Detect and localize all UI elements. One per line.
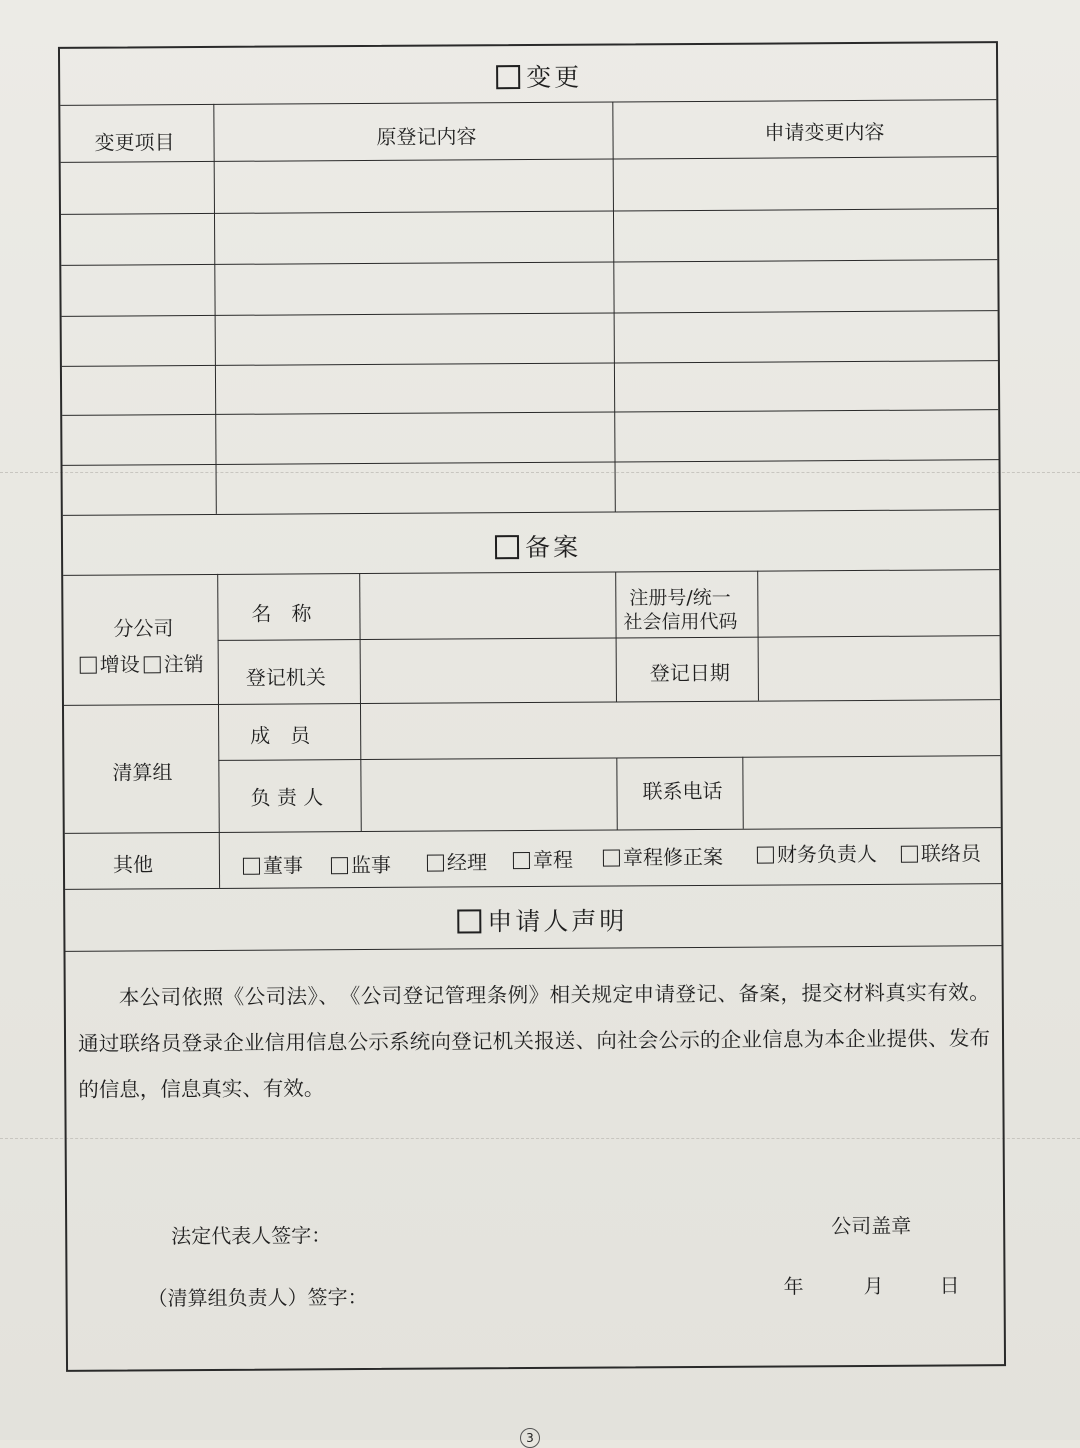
phone-label: 联系电话: [642, 778, 723, 804]
supervisor-checkbox[interactable]: [331, 857, 348, 874]
leader-label: 负 责 人: [250, 785, 324, 810]
divider: [64, 699, 1000, 706]
authority-label: 登记机关: [245, 665, 326, 690]
col-divider: [213, 104, 217, 514]
divider: [60, 99, 996, 106]
director-checkbox[interactable]: [243, 858, 260, 875]
reg-date-label: 登记日期: [649, 660, 730, 686]
date-day: 日: [939, 1273, 960, 1298]
divider: [63, 569, 999, 576]
divider: [65, 883, 1001, 890]
header-change-item: 变更项目: [94, 130, 175, 155]
other-label: 其他: [112, 852, 154, 877]
date-month: 月: [863, 1273, 884, 1298]
header-requested-content: 申请变更内容: [764, 119, 885, 145]
divider: [218, 755, 1000, 761]
reg-no-label-line2: 社会信用代码: [623, 610, 738, 634]
col-divider: [217, 574, 220, 888]
other-option-articles: 章程: [513, 844, 573, 873]
other-option-liaison: 联络员: [901, 837, 981, 866]
filing-checkbox[interactable]: [495, 535, 519, 559]
other-option-articles-amendment: 章程修正案: [603, 841, 723, 871]
branch-label: 分公司: [113, 616, 174, 641]
members-label: 成 员: [250, 723, 311, 748]
col-divider: [612, 101, 616, 511]
reg-no-label-line1: 注册号/统一: [629, 586, 731, 610]
table-row: [62, 360, 998, 367]
divider: [61, 156, 997, 163]
divider: [65, 945, 1001, 952]
table-row: [61, 259, 997, 266]
other-option-finance-head: 财务负责人: [757, 838, 877, 868]
table-row: [62, 310, 998, 317]
other-option-director: 董事: [243, 849, 303, 878]
finance-head-checkbox[interactable]: [757, 847, 774, 864]
change-checkbox[interactable]: [496, 65, 520, 89]
change-section-title: 变更: [496, 58, 582, 95]
branch-options: 增设 注销: [80, 648, 204, 678]
company-seal-label: 公司盖章: [831, 1213, 912, 1239]
header-original-content: 原登记内容: [376, 124, 477, 149]
divider: [63, 509, 999, 516]
col-divider: [742, 757, 743, 829]
branch-add-checkbox[interactable]: [80, 657, 97, 674]
page-number: 3: [520, 1428, 540, 1448]
legal-rep-sign-label: 法定代表人签字：: [171, 1223, 332, 1249]
liquidation-sign-label: （清算组负责人）签字：: [147, 1285, 368, 1311]
branch-cancel-checkbox[interactable]: [144, 656, 161, 673]
table-row: [62, 409, 998, 416]
col-divider: [616, 757, 617, 829]
liquidation-label: 清算组: [112, 760, 173, 785]
other-option-supervisor: 监事: [331, 849, 391, 878]
declaration-text: 本公司依照《公司法》、 《公司登记管理条例》相关规定申请登记、备案，提交材料真实有效。通过联络员登录企业信用信息公示系统向登记机关报送、向社会公示的企业信息为本企业提供、发布的信息，信息真实、有效。: [77, 980, 991, 1102]
articles-amendment-checkbox[interactable]: [603, 849, 620, 866]
table-row: [61, 208, 997, 215]
registration-form: [58, 41, 1006, 1372]
manager-checkbox[interactable]: [427, 855, 444, 872]
table-row: [63, 459, 999, 466]
declaration-title: 申请人声明: [457, 901, 627, 938]
articles-checkbox[interactable]: [513, 852, 530, 869]
divider: [65, 827, 1001, 834]
liaison-checkbox[interactable]: [901, 846, 918, 863]
other-option-manager: 经理: [427, 846, 487, 875]
date-year: 年: [783, 1274, 804, 1299]
declaration-checkbox[interactable]: [457, 909, 481, 933]
branch-name-label: 名 称: [251, 601, 312, 626]
filing-section-title: 备案: [495, 528, 581, 565]
divider: [218, 635, 1000, 641]
